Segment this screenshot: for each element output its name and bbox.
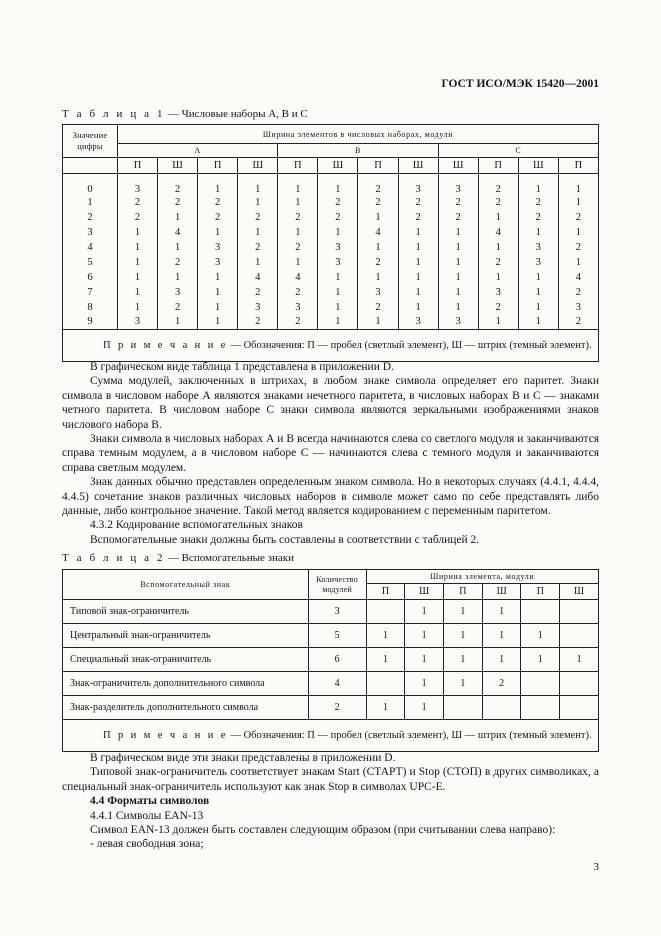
width-cell: 2	[398, 210, 438, 225]
width-cell	[366, 672, 405, 696]
width-cell: 1	[438, 255, 478, 270]
width-cell: 2	[478, 300, 518, 315]
width-cell: 3	[398, 315, 438, 330]
width-cell: 2	[117, 195, 157, 210]
set-c-header: С	[438, 144, 598, 158]
width-cell: 1	[238, 225, 278, 240]
width-cell: 1	[558, 225, 598, 240]
width-cell: 2	[158, 255, 198, 270]
table-row	[63, 600, 599, 624]
aux-char-name: Типовой знак-ограничитель	[63, 600, 309, 624]
width-cell: 1	[482, 648, 521, 672]
width-cell: 1	[318, 270, 358, 285]
width-cell: 2	[238, 285, 278, 300]
width-cell: 1	[560, 648, 599, 672]
table-row	[63, 195, 599, 210]
width-cell: 1	[521, 648, 560, 672]
digit-cell: 3	[63, 225, 118, 240]
digit-cell: 9	[63, 315, 118, 330]
module-count-cell: 6	[308, 648, 366, 672]
t1-sub-header: П	[278, 158, 318, 174]
width-cell: 2	[238, 210, 278, 225]
width-cell: 2	[158, 195, 198, 210]
table-row	[63, 300, 599, 315]
width-cell: 1	[478, 315, 518, 330]
table2-caption-text: — Вспомогательные знаки	[165, 552, 295, 564]
element-width-header: Ширина элемента, модули	[366, 570, 598, 584]
para-guard-patterns: Типовой знак-ограничитель соответствует знакам Start (СТАРТ) и Stop (СТОП) в других символиках, а специальный знак-ограничитель используют как знак Stop в символах UPC-E.	[62, 766, 599, 793]
standard-header: ГОСТ ИСО/МЭК 15420—2001	[441, 78, 599, 90]
table-row	[63, 174, 599, 195]
width-cell: 1	[158, 240, 198, 255]
para-aux-table-ref: Вспомогательные знаки должны быть составлены в соответствии с таблицей 2.	[90, 533, 480, 546]
table1-note-prefix: П р и м е ч а н и е	[103, 340, 228, 351]
t1-sub-header: П	[117, 158, 157, 174]
table-row	[63, 315, 599, 330]
width-cell: 2	[438, 195, 478, 210]
table-row	[63, 225, 599, 240]
module-count-cell: 2	[308, 696, 366, 720]
width-cell: 1	[398, 285, 438, 300]
table-row	[63, 255, 599, 270]
width-cell: 4	[558, 270, 598, 285]
width-cell: 1	[158, 270, 198, 285]
width-cell: 1	[366, 624, 405, 648]
width-cell: 1	[398, 300, 438, 315]
width-cell: 1	[158, 315, 198, 330]
table2-note-text: — Обозначения: П — пробел (светлый элемент), Ш — штрих (темный элемент).	[227, 730, 592, 741]
width-cell: 1	[518, 174, 558, 195]
width-cell: 2	[358, 174, 398, 195]
table-row	[63, 672, 599, 696]
width-cell: 3	[117, 174, 157, 195]
width-cell: 1	[358, 270, 398, 285]
width-cell: 2	[198, 195, 238, 210]
width-cell: 1	[398, 255, 438, 270]
aux-char-name: Знак-разделитель дополнительного символа	[63, 696, 309, 720]
t2-sub-header: Ш	[560, 584, 599, 600]
width-cell: 2	[482, 672, 521, 696]
table1-note	[63, 330, 599, 362]
digit-rows	[63, 174, 599, 330]
t2-sub-header: П	[521, 584, 560, 600]
width-cell: 2	[558, 315, 598, 330]
t2-sub-header: П	[444, 584, 483, 600]
width-cell: 1	[405, 648, 444, 672]
list-item-left-quiet-zone: - левая свободная зона;	[90, 838, 204, 851]
width-cell: 3	[438, 315, 478, 330]
width-cell: 1	[482, 624, 521, 648]
digit-cell: 2	[63, 210, 118, 225]
width-cell: 4	[358, 225, 398, 240]
table-row	[63, 624, 599, 648]
t1-sub-header: П	[358, 158, 398, 174]
table2-note-prefix: П р и м е ч а н и е	[103, 730, 228, 741]
width-cell: 1	[358, 210, 398, 225]
width-cell: 1	[278, 255, 318, 270]
width-cell: 1	[558, 195, 598, 210]
width-cell: 1	[318, 225, 358, 240]
width-cell: 4	[478, 225, 518, 240]
width-cell: 1	[518, 270, 558, 285]
width-cell: 1	[438, 300, 478, 315]
digit-cell: 5	[63, 255, 118, 270]
width-cell: 3	[518, 255, 558, 270]
width-span-header: Ширина элементов в числовых наборах, модули	[117, 125, 598, 144]
para-parity: Сумма модулей, заключенных в штрихах, в любом знаке символа определяет его паритет. Знаки символа в числовом наборе А являются знаками нечетного паритета, в числовых наборах В и С — знаками четного паритета. В числовом наборе С знаки символа являются зеркальными изображениями знаков числового набора В.	[62, 375, 599, 431]
width-cell: 1	[438, 285, 478, 300]
col-module-count: Количество модулей	[308, 570, 366, 600]
table2-note	[63, 720, 599, 752]
width-cell: 1	[478, 240, 518, 255]
width-cell: 2	[478, 255, 518, 270]
table-row	[63, 240, 599, 255]
width-cell: 3	[518, 240, 558, 255]
table-row	[63, 696, 599, 720]
width-cell: 2	[278, 315, 318, 330]
width-cell: 1	[358, 240, 398, 255]
width-cell: 1	[405, 696, 444, 720]
digit-cell: 8	[63, 300, 118, 315]
set-b-header: В	[278, 144, 438, 158]
width-cell	[560, 600, 599, 624]
table-row	[63, 285, 599, 300]
width-cell: 2	[358, 195, 398, 210]
section-4-3-2: 4.3.2 Кодирование вспомогательных знаков	[90, 519, 303, 532]
width-cell: 1	[366, 648, 405, 672]
table1-caption-prefix: Т а б л и ц а 1	[62, 108, 166, 120]
width-cell: 1	[438, 240, 478, 255]
width-cell: 1	[478, 210, 518, 225]
t1-sub-header: П	[558, 158, 598, 174]
width-cell: 1	[518, 225, 558, 240]
width-cell: 1	[444, 672, 483, 696]
width-cell: 1	[117, 285, 157, 300]
width-cell: 1	[278, 225, 318, 240]
width-cell: 3	[158, 285, 198, 300]
width-cell: 2	[478, 195, 518, 210]
table1-note-text: — Обозначения: П — пробел (светлый элемент), Ш — штрих (темный элемент).	[227, 340, 592, 351]
width-cell: 1	[405, 672, 444, 696]
width-cell: 1	[366, 696, 405, 720]
aux-char-name: Центральный знак-ограничитель	[63, 624, 309, 648]
width-cell: 2	[358, 255, 398, 270]
width-cell: 2	[318, 195, 358, 210]
table-row	[63, 210, 599, 225]
width-cell: 1	[405, 624, 444, 648]
width-cell: 1	[444, 624, 483, 648]
width-cell: 2	[238, 240, 278, 255]
width-cell: 4	[278, 270, 318, 285]
table2-caption-prefix: Т а б л и ц а 2	[62, 552, 166, 564]
width-cell: 3	[318, 240, 358, 255]
digit-cell: 6	[63, 270, 118, 285]
page-number: 3	[593, 861, 599, 873]
width-cell: 1	[198, 315, 238, 330]
width-cell: 2	[318, 210, 358, 225]
width-cell: 2	[278, 285, 318, 300]
width-cell: 1	[518, 300, 558, 315]
width-cell: 1	[444, 648, 483, 672]
width-cell: 3	[438, 174, 478, 195]
width-cell: 3	[278, 300, 318, 315]
width-cell: 1	[238, 195, 278, 210]
width-cell: 1	[318, 315, 358, 330]
width-cell	[560, 696, 599, 720]
width-cell	[482, 696, 521, 720]
width-cell: 4	[158, 225, 198, 240]
t1-sub-header: Ш	[318, 158, 358, 174]
width-cell: 1	[318, 174, 358, 195]
col-aux-char: Вспомогательный знак	[63, 570, 309, 600]
width-cell: 1	[117, 300, 157, 315]
width-cell: 1	[438, 270, 478, 285]
width-cell: 3	[398, 174, 438, 195]
col-digit-value: Значение цифры	[63, 125, 118, 158]
t2-sub-header: П	[366, 584, 405, 600]
text-block-1	[62, 360, 599, 547]
digit-cell: 7	[63, 285, 118, 300]
t1-sub-header: П	[198, 158, 238, 174]
width-cell	[521, 672, 560, 696]
width-cell	[521, 696, 560, 720]
digit-cell: 0	[63, 174, 118, 195]
section-4-4: 4.4 Форматы символов	[90, 795, 210, 808]
para-aux-appendix-ref: В графическом виде эти знаки представлены в приложении D.	[90, 752, 396, 764]
para-start-end: Знаки символа в числовых наборах А и В всегда начинаются слева со светлого модуля и заканчиваются справа темным модулем, а в числовом наборе С — начинаются слева с темного модуля и заканчиваются справа светлым модулем.	[62, 433, 599, 474]
width-cell: 1	[158, 210, 198, 225]
width-cell: 2	[438, 210, 478, 225]
width-cell: 2	[117, 210, 157, 225]
t1-sub-header: П	[478, 158, 518, 174]
width-cell: 3	[198, 240, 238, 255]
width-cell: 2	[198, 210, 238, 225]
t1-sub-header: Ш	[438, 158, 478, 174]
width-cell: 2	[558, 240, 598, 255]
module-count-cell: 3	[308, 600, 366, 624]
width-cell: 1	[198, 225, 238, 240]
width-cell: 2	[158, 174, 198, 195]
para-appendix-ref: В графическом виде таблица 1 представлена в приложении D.	[90, 361, 394, 373]
width-cell: 3	[318, 255, 358, 270]
width-cell	[366, 600, 405, 624]
width-cell: 2	[398, 195, 438, 210]
t1-sub-header: Ш	[398, 158, 438, 174]
module-count-cell: 5	[308, 624, 366, 648]
width-cell: 2	[278, 210, 318, 225]
digit-sets-table	[62, 124, 599, 362]
text-block-2	[62, 751, 599, 852]
aux-rows	[63, 600, 599, 720]
aux-char-name: Знак-ограничитель дополнительного символа	[63, 672, 309, 696]
width-cell: 2	[518, 210, 558, 225]
width-cell: 3	[558, 300, 598, 315]
width-cell: 1	[398, 240, 438, 255]
width-cell: 3	[198, 255, 238, 270]
table2-caption	[62, 552, 294, 564]
aux-char-name: Специальный знак-ограничитель	[63, 648, 309, 672]
width-cell: 2	[558, 285, 598, 300]
width-cell: 1	[238, 255, 278, 270]
t2-sub-header: Ш	[482, 584, 521, 600]
width-cell: 1	[278, 174, 318, 195]
table1-caption-text: — Числовые наборы А, В и С	[165, 108, 308, 120]
module-count-cell: 4	[308, 672, 366, 696]
width-cell	[521, 600, 560, 624]
width-cell: 1	[198, 300, 238, 315]
width-cell: 2	[478, 174, 518, 195]
width-cell: 1	[444, 600, 483, 624]
width-cell: 1	[198, 270, 238, 285]
para-variable-parity: Знак данных обычно представлен определенным знаком символа. Но в некоторых случаях (4.4.1, 4.4.4, 4.4.5) сочетание знаков различных числовых наборов в символе может само по себе представлять либо данные, либо контрольное значение. Такой метод является кодированием с переменным паритетом.	[62, 476, 599, 518]
width-cell: 1	[521, 624, 560, 648]
width-cell: 1	[398, 270, 438, 285]
width-cell: 1	[398, 225, 438, 240]
width-cell: 2	[278, 240, 318, 255]
t2-sub-header: Ш	[405, 584, 444, 600]
t1-sub-header: Ш	[518, 158, 558, 174]
width-cell: 1	[198, 285, 238, 300]
width-cell: 1	[438, 225, 478, 240]
width-cell: 1	[117, 225, 157, 240]
width-cell: 1	[278, 195, 318, 210]
digit-cell: 1	[63, 195, 118, 210]
width-cell: 1	[117, 270, 157, 285]
width-cell: 1	[558, 255, 598, 270]
width-cell: 3	[117, 315, 157, 330]
width-cell: 1	[318, 300, 358, 315]
sub-header-blank	[63, 158, 118, 174]
width-cell: 2	[238, 315, 278, 330]
width-cell: 2	[518, 195, 558, 210]
width-cell: 2	[358, 300, 398, 315]
width-cell: 1	[518, 285, 558, 300]
width-cell: 3	[238, 300, 278, 315]
width-cell: 1	[358, 315, 398, 330]
width-cell: 1	[198, 174, 238, 195]
width-cell	[560, 672, 599, 696]
table-row	[63, 270, 599, 285]
width-cell: 1	[558, 174, 598, 195]
width-cell: 2	[158, 300, 198, 315]
width-cell: 3	[478, 285, 518, 300]
t1-sub-header: Ш	[158, 158, 198, 174]
set-a-header: А	[117, 144, 277, 158]
width-cell: 4	[238, 270, 278, 285]
digit-cell: 4	[63, 240, 118, 255]
t1-sub-header: Ш	[238, 158, 278, 174]
width-cell: 1	[478, 270, 518, 285]
auxiliary-chars-table	[62, 569, 599, 752]
width-cell: 1	[482, 600, 521, 624]
width-cell: 1	[117, 255, 157, 270]
width-cell: 1	[405, 600, 444, 624]
width-cell: 3	[358, 285, 398, 300]
width-cell	[444, 696, 483, 720]
width-cell: 1	[238, 174, 278, 195]
width-cell: 1	[318, 285, 358, 300]
section-4-4-1: 4.4.1 Символы EAN-13	[90, 809, 204, 822]
table-row	[63, 648, 599, 672]
width-cell: 1	[117, 240, 157, 255]
width-cell: 2	[558, 210, 598, 225]
width-cell: 1	[518, 315, 558, 330]
table1-caption	[62, 108, 308, 120]
para-ean13-structure: Символ EAN-13 должен быть составлен следующим образом (при считывании слева направо):	[90, 824, 556, 837]
width-cell	[560, 624, 599, 648]
